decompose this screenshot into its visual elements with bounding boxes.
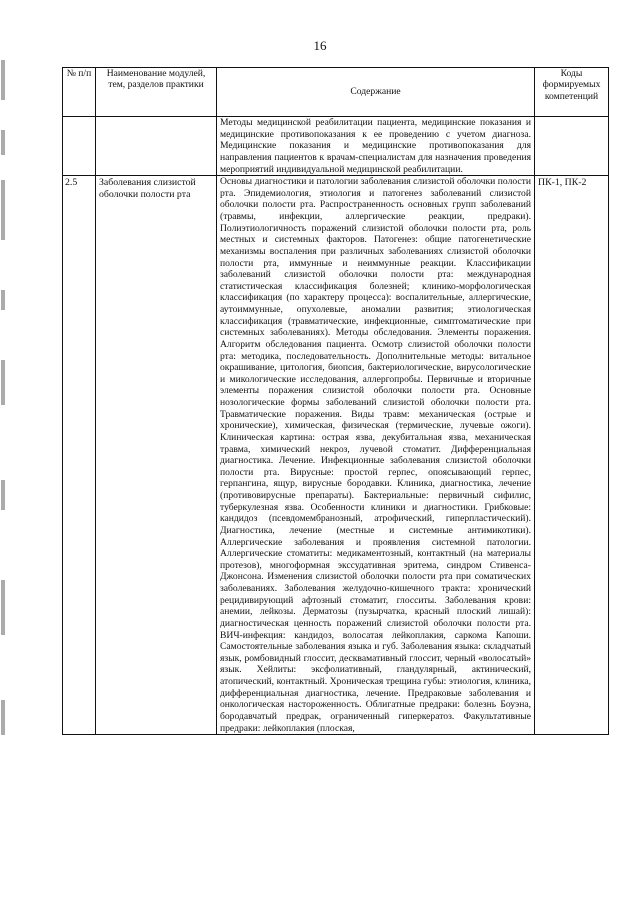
- header-content: Содержание: [217, 68, 535, 117]
- row-name: [96, 117, 217, 176]
- curriculum-table: [62, 67, 609, 735]
- scan-edge-artifact: [0, 60, 8, 780]
- table-row: [63, 176, 609, 735]
- header-name: Наименование модулей, тем, разделов практики: [96, 68, 217, 117]
- row-num: 2.5: [63, 176, 96, 735]
- row-codes: [535, 117, 609, 176]
- row-name: Заболевания слизистой оболочки полости рта: [96, 176, 217, 735]
- table-row: [63, 117, 609, 176]
- page-number: 16: [313, 38, 327, 53]
- table-header-row: [63, 68, 609, 117]
- row-codes: ПК-1, ПК-2: [535, 176, 609, 735]
- row-num: [63, 117, 96, 176]
- row-content: Методы медицинской реабилитации пациента, медицинские показания и медицинские противопоказания к ее проведению с учетом диагноза. Медицинские показания и медицинские противопоказания для направления пациентов к врачам-специалистам для назначения проведения мероприятий индивидуальной медицинской реабилитации.: [217, 117, 535, 176]
- row-content: Основы диагностики и патологии заболевания слизистой оболочки полости рта. Эпидемиология, этиология и патогенез заболеваний слизистой оболочки полости рта. Распространенность основных групп заболеваний (травмы, инфекции, аллергические реакции, предраки). Полиэтиологичность поражений слизистой оболочки полости рта, роль местных и системных факторов. Патогенез: общие патогенетические механизмы воспаления при различных заболеваниях слизистой оболочки полости рта, иммунные и неиммунные реакции. Классификации заболеваний слизистой оболочки полости рта: международная статистическая классификация болезней; клинико-морфологическая классификация (по характеру процесса): воспалительные, аллергические, аутоиммунные, опухолевые, аномалии развития; этиологическая классификация (травматические, инфекционные, симптоматические при системных заболеваниях). Методы обследования. Элементы поражения. Алгоритм обследования пациента. Осмотр слизистой оболочки полости рта: методика, последовательность. Дополнительные методы: витальное окрашивание, цитология, биопсия, бактериологические, вирусологические и микологические исследования, аллергопробы. Первичные и вторичные элементы поражения слизистой оболочки полости рта. Основные нозологические формы заболеваний слизистой оболочки полости рта. Травматические поражения. Виды травм: механическая (острые и хронические), химическая, физическая (термические, лучевые ожоги). Клиническая картина: острая язва, декубитальная язва, механическая травма, химический некроз, лучевой стоматит. Дифференциальная диагностика. Лечение. Инфекционные заболевания слизистой оболочки полости рта. Вирусные: простой герпес, опоясывающий герпес, герпангина, ящур, вирусные бородавки. Клиника, диагностика, лечение (противовирусные препараты). Бактериальные: первичный сифилис, туберкулезная язва. Особенности клиники и диагностики. Грибковые: кандидоз (псевдомембранозный, атрофический, гиперпластический). Диагностика, лечение (местные и системные антимикотики). Аллергические заболевания и проявления системной патологии. Аллергические стоматиты: медикаментозный, контактный (на материалы протезов), многоформная экссудативная эритема, синдром Стивенса-Джонсона. Изменения слизистой оболочки полости рта при соматических заболеваниях. Заболевания желудочно-кишечного тракта: хронический рецидивирующий афтозный стоматит, глосситы. Заболевания крови: анемии, лейкозы. Дерматозы (пузырчатка, красный плоский лишай): диагностическая ценность поражений слизистой оболочки полости рта. ВИЧ-инфекция: кандидоз, волосатая лейкоплакия, саркома Капоши. Самостоятельные заболевания языка и губ. Заболевания языка: складчатый язык, ромбовидный глоссит, десквамативный глоссит, черный «волосатый» язык. Хейлиты: эксфолиативный, гландулярный, актинический, атопический, контактный. Хроническая трещина губы: этиология, клиника, дифференциальная диагностика, лечение. Предраковые заболевания и онкологическая настороженность. Облигатные предраки: болезнь Боуэна, бородавчатый предрак, ограниченный гиперкератоз. Факультативные предраки: лейкоплакия (плоская,: [217, 176, 535, 735]
- header-num: № п/п: [63, 68, 96, 117]
- header-codes: Коды формируемых компетенций: [535, 68, 609, 117]
